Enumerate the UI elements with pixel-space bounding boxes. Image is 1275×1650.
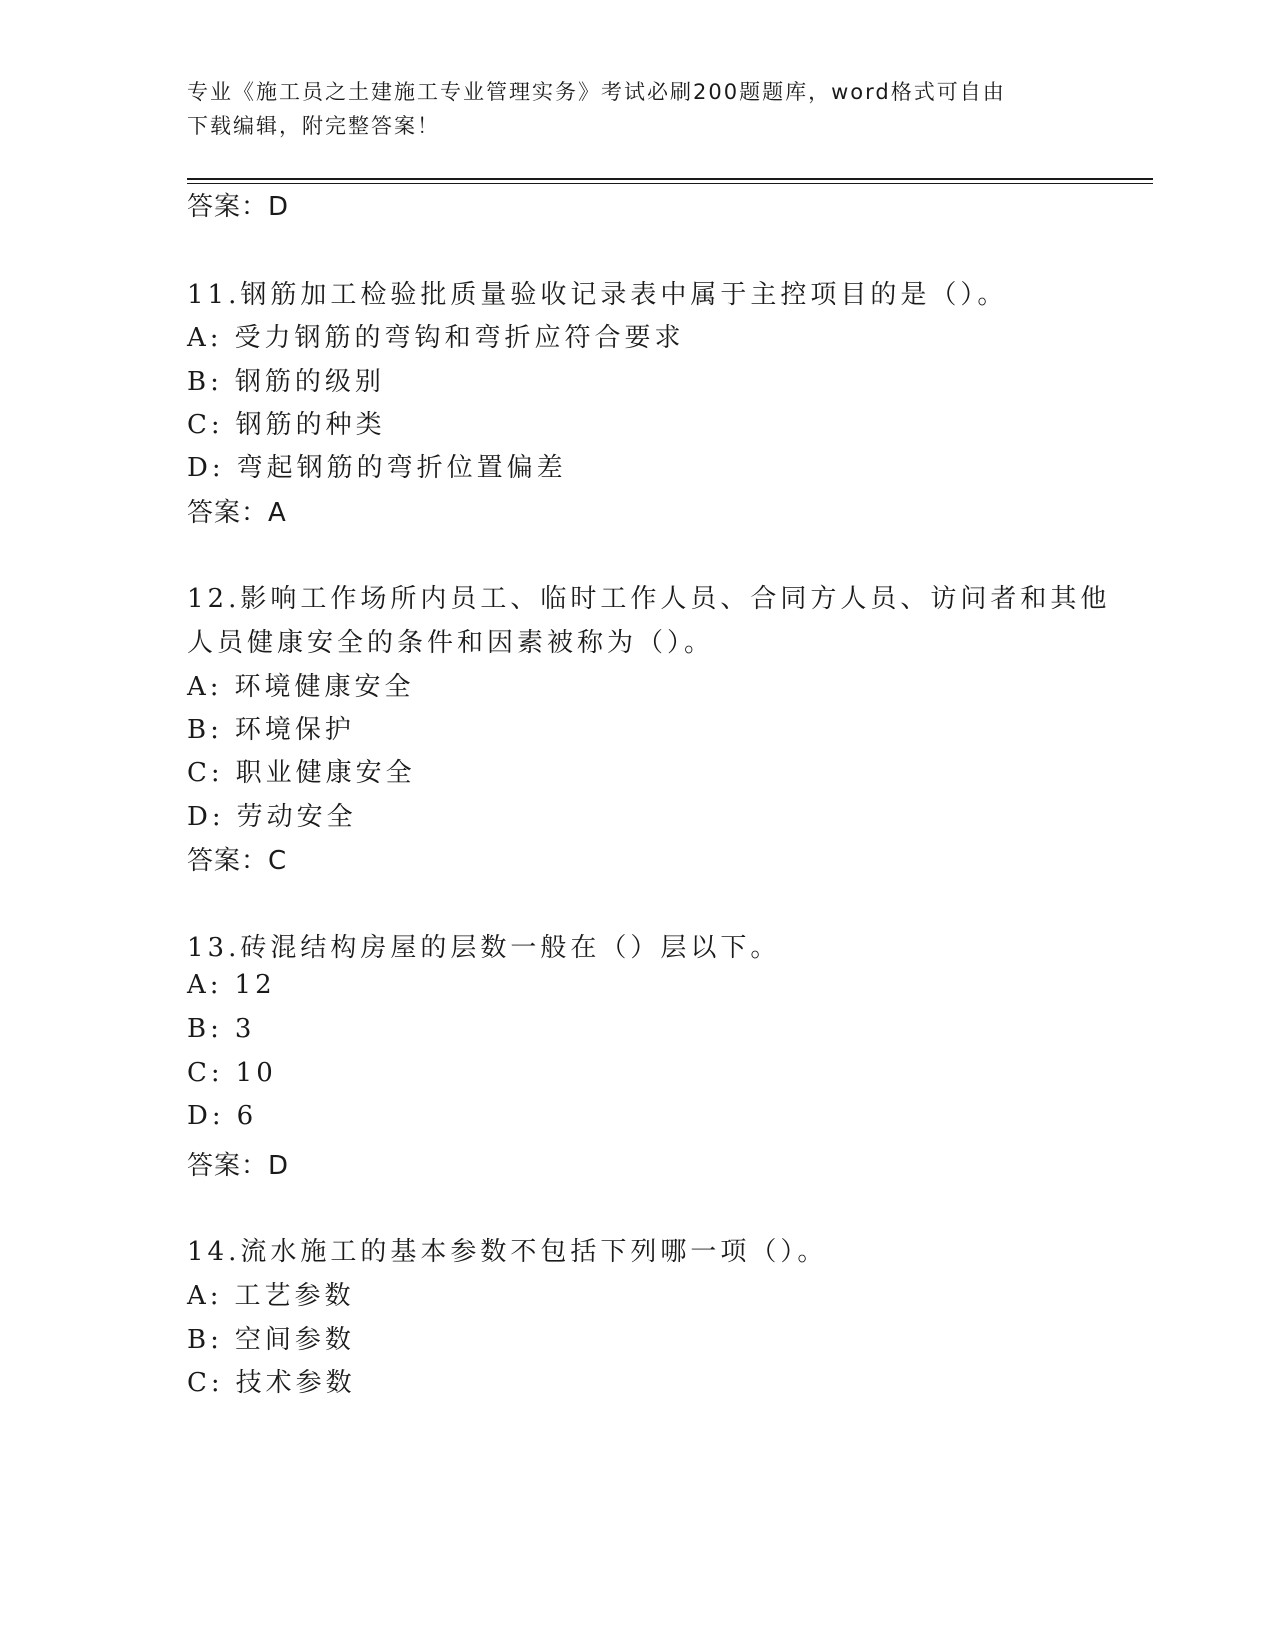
question-12-option-c	[187, 752, 416, 789]
question-11-option-c	[187, 404, 386, 441]
question-13-answer: 答案：D	[187, 1151, 290, 1181]
question-13-stem: 13.砖混结构房屋的层数一般在（）层以下。	[187, 933, 781, 963]
option-label: A:	[187, 1281, 223, 1311]
header-rule-thick	[187, 178, 1153, 180]
option-label: C:	[187, 1058, 224, 1088]
option-label: B:	[187, 715, 223, 745]
option-label: B:	[187, 1014, 223, 1044]
question-14-stem: 14.流水施工的基本参数不包括下列哪一项（）。	[187, 1237, 828, 1267]
question-14-option-a	[187, 1275, 355, 1312]
option-text: 3	[234, 1014, 256, 1044]
option-label: C:	[187, 758, 224, 788]
option-text: 受力钢筋的弯钩和弯折应符合要求	[234, 323, 685, 353]
option-label: C:	[187, 1368, 224, 1398]
option-text: 弯起钢筋的弯折位置偏差	[236, 453, 567, 483]
question-14-option-b	[187, 1319, 355, 1356]
option-text: 钢筋的级别	[234, 367, 385, 397]
option-text: 钢筋的种类	[235, 410, 386, 440]
question-14-option-c	[187, 1362, 356, 1399]
option-label: A:	[187, 672, 223, 702]
option-label: D:	[187, 453, 225, 483]
question-11-option-d	[187, 447, 567, 484]
option-text: 职业健康安全	[235, 758, 416, 788]
question-12-stem-line-1: 12.影响工作场所内员工、临时工作人员、合同方人员、访问者和其他	[187, 584, 1111, 614]
option-text: 工艺参数	[234, 1281, 355, 1311]
question-12-answer: 答案：C	[187, 846, 288, 876]
header-line-2: 下载编辑，附完整答案！	[187, 114, 440, 138]
question-13-option-c	[187, 1058, 277, 1088]
previous-answer: 答案：D	[187, 192, 290, 222]
option-text: 10	[235, 1058, 277, 1088]
question-12-option-b	[187, 709, 355, 746]
document-header	[187, 75, 1087, 143]
question-11-option-b	[187, 361, 385, 398]
option-text: 环境保护	[234, 715, 355, 745]
option-text: 空间参数	[234, 1325, 355, 1355]
header-rule-thin	[187, 183, 1153, 184]
option-label: A:	[187, 323, 223, 353]
option-label: A:	[187, 970, 223, 1000]
question-12-option-a	[187, 666, 415, 703]
option-label: B:	[187, 367, 223, 397]
question-13-option-a	[187, 970, 276, 1000]
question-12-stem-line-2: 人员健康安全的条件和因素被称为（）。	[187, 628, 715, 658]
question-11-option-a	[187, 317, 685, 354]
question-13-option-d	[187, 1101, 257, 1131]
question-11-stem: 11.钢筋加工检验批质量验收记录表中属于主控项目的是（）。	[187, 280, 1008, 310]
question-12-option-d	[187, 796, 357, 833]
option-text: 6	[236, 1101, 258, 1131]
option-text: 12	[234, 970, 276, 1000]
option-text: 技术参数	[235, 1368, 356, 1398]
option-text: 劳动安全	[236, 802, 357, 832]
option-label: C:	[187, 410, 224, 440]
option-label: D:	[187, 1101, 225, 1131]
option-label: D:	[187, 802, 225, 832]
question-13-option-b	[187, 1014, 255, 1044]
header-line-1: 专业《施工员之土建施工专业管理实务》考试必刷200题题库，word格式可自由	[187, 80, 1006, 104]
option-label: B:	[187, 1325, 223, 1355]
option-text: 环境健康安全	[234, 672, 415, 702]
question-11-answer: 答案：A	[187, 498, 287, 528]
